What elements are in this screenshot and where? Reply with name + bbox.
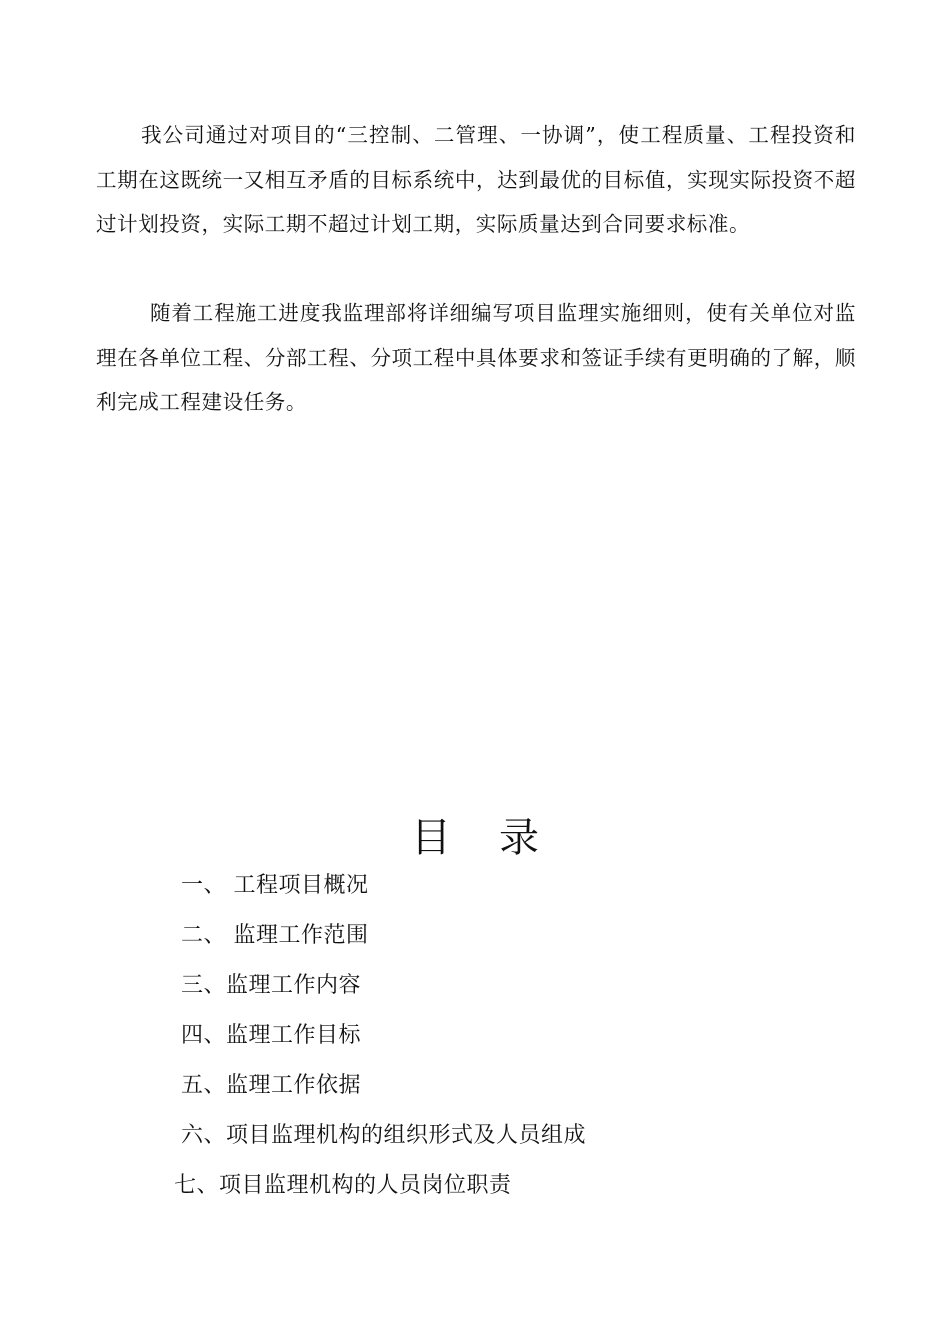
toc-item-6: 六、项目监理机构的组织形式及人员组成 <box>181 1123 587 1148</box>
toc-item-7: 七、项目监理机构的人员岗位职责 <box>174 1173 512 1198</box>
intro-paragraph-1-block <box>96 113 856 247</box>
toc-item-3: 三、监理工作内容 <box>181 973 362 998</box>
intro-paragraph-2: 随着工程施工进度我监理部将详细编写项目监理实施细则，使有关单位对监理在各单位工程、分部工程、分项工程中具体要求和签证手续有更明确的了解，顺利完成工程建设任务。 <box>96 301 856 414</box>
toc-item-2: 二、 监理工作范围 <box>181 923 369 948</box>
toc-title: 目录 <box>411 815 587 861</box>
toc-item-4: 四、监理工作目标 <box>181 1023 362 1048</box>
intro-paragraph-1: 我公司通过对项目的“三控制、二管理、一协调”，使工程质量、工程投资和工期在这既统一又相互矛盾的目标系统中，达到最优的目标值，实现实际投资不超过计划投资，实际工期不超过计划工期，实际质量达到合同要求标准。 <box>96 123 856 236</box>
intro-paragraph-2-block <box>96 291 856 425</box>
toc-item-1: 一、 工程项目概况 <box>181 873 369 898</box>
toc-item-5: 五、监理工作依据 <box>181 1073 362 1098</box>
